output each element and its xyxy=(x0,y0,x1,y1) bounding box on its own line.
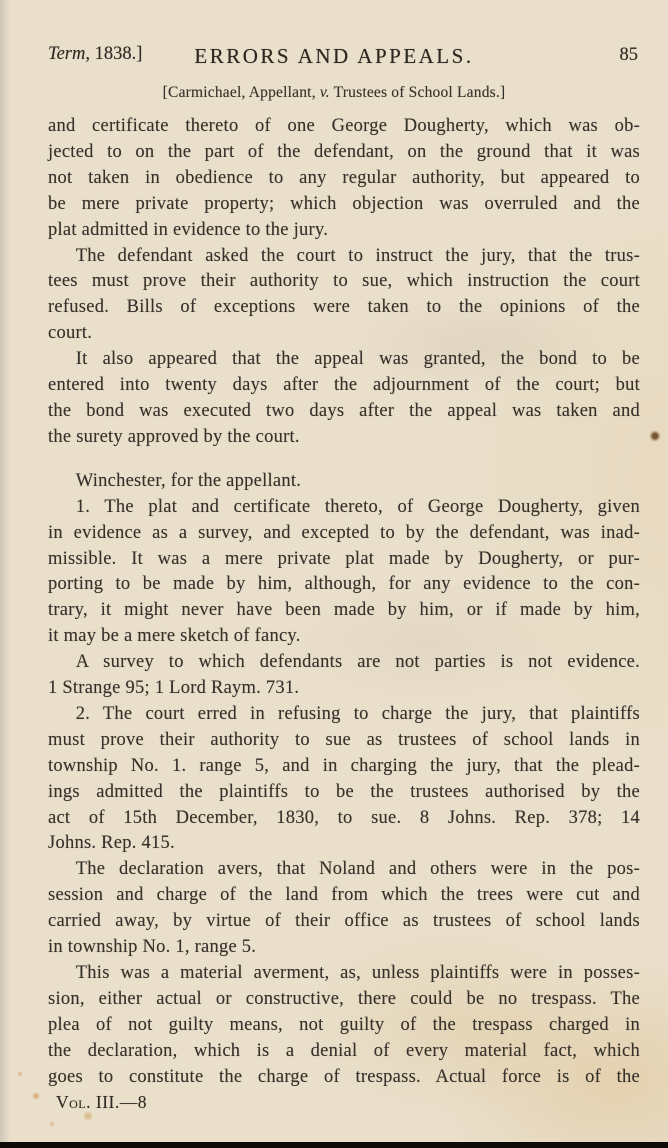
paragraph-instruction-refused xyxy=(48,244,640,348)
text-line: plea of not guilty means, not guilty of the trespass charged in xyxy=(48,1014,640,1035)
text-line: The declaration avers, that Noland and others were in the pos- xyxy=(75,859,640,880)
text-line: it may be a mere sketch of fancy. xyxy=(48,626,301,647)
paragraph-survey-citation xyxy=(48,650,640,702)
text-line: sion, either actual or constructive, there could be no trespass. The xyxy=(48,988,640,1009)
text-line: The defendant asked the court to instruct the jury, that the trus- xyxy=(75,245,640,266)
paragraph-appeal-bond xyxy=(48,347,640,451)
text-line: It also appeared that the appeal was granted, the bond to be xyxy=(75,349,640,370)
text-line: not taken in obedience to any regular authority, but appeared to xyxy=(48,167,640,188)
text-line: 1 Strange 95; 1 Lord Raym. 731. xyxy=(48,678,300,699)
text-line: entered into twenty days after the adjournment of the court; but xyxy=(48,375,640,396)
text-line: This was a material averment, as, unless plaintiffs were in posses- xyxy=(75,963,640,983)
text-line: the declaration, which is a denial of every material fact, which xyxy=(48,1040,640,1061)
paragraph-point-1 xyxy=(48,495,640,650)
text-line: plat admitted in evidence to the jury. xyxy=(48,219,329,240)
text-line: ings admitted the plaintiffs to be the trustees authorised by the xyxy=(48,781,640,802)
term-year: 1838.] xyxy=(90,44,143,64)
volume-signature-mark: Vol. III.—8 xyxy=(56,1092,147,1112)
text-line: tees must prove their authority to sue, which instruction the court xyxy=(48,271,640,292)
text-line: township No. 1. range 5, and in charging the jury, that the plead- xyxy=(48,755,640,776)
page-number: 85 xyxy=(619,45,638,65)
caption-pre: [Carmichael, Appellant, xyxy=(162,84,320,101)
text-line: 2. The court erred in refusing to charge the jury, that plaintiffs xyxy=(75,703,640,724)
page-title: ERRORS AND APPEALS. xyxy=(194,44,474,68)
text-line: the surety approved by the court. xyxy=(48,426,300,447)
text-line: goes to constitute the charge of trespass. Actual force is of the xyxy=(48,1066,640,1087)
text-line: A survey to which defendants are not parties is not evidence. xyxy=(75,652,640,673)
text-line: 1. The plat and certificate thereto, of George Dougherty, given xyxy=(75,496,640,517)
paragraph-counsel xyxy=(48,469,640,495)
text-line: and certificate thereto of one George Dougherty, which was ob- xyxy=(48,116,640,136)
text-line: refused. Bills of exceptions were taken to the opinions of the xyxy=(48,297,640,318)
text-line: be mere private property; which objection was overruled and the xyxy=(48,193,640,214)
text-line: session and charge of the land from which the trees were cut and xyxy=(48,885,640,906)
term-word: Term, xyxy=(48,44,90,64)
text-line: porting to be made by him, although, for any evidence to the con- xyxy=(48,574,640,595)
scan-edge xyxy=(0,1142,668,1148)
text-line: in evidence as a survey, and excepted to by the defendant, was inad- xyxy=(48,522,640,543)
text-line: the bond was executed two days after the appeal was taken and xyxy=(48,400,640,421)
text-line: Winchester, for the appellant. xyxy=(75,470,302,491)
text-line: court. xyxy=(48,323,93,344)
text-line: Johns. Rep. 415. xyxy=(48,833,175,854)
page-body xyxy=(48,114,640,1091)
text-line: carried away, by virtue of their office as trustees of school lands xyxy=(48,911,640,932)
paragraph-continuation xyxy=(48,114,640,244)
text-line: act of 15th December, 1830, to sue. 8 Johns. Rep. 378; 14 xyxy=(48,807,640,828)
caption-versus: v. xyxy=(319,84,330,101)
text-line: in township No. 1, range 5. xyxy=(48,937,257,958)
paragraph-declaration-avers xyxy=(48,857,640,961)
paragraph-material-averment xyxy=(48,961,640,1091)
text-line: must prove their authority to sue as trustees of school lands in xyxy=(48,729,640,750)
text-line: jected to on the part of the defendant, on the ground that it was xyxy=(48,141,640,162)
paragraph-point-2 xyxy=(48,702,640,857)
running-head xyxy=(0,44,668,70)
caption-post: Trustees of School Lands.] xyxy=(329,84,506,101)
text-line: trary, it might never have been made by him, or if made by him, xyxy=(48,600,640,621)
text-line: missible. It was a mere private plat made by Dougherty, or pur- xyxy=(48,548,640,569)
case-caption xyxy=(0,84,668,102)
